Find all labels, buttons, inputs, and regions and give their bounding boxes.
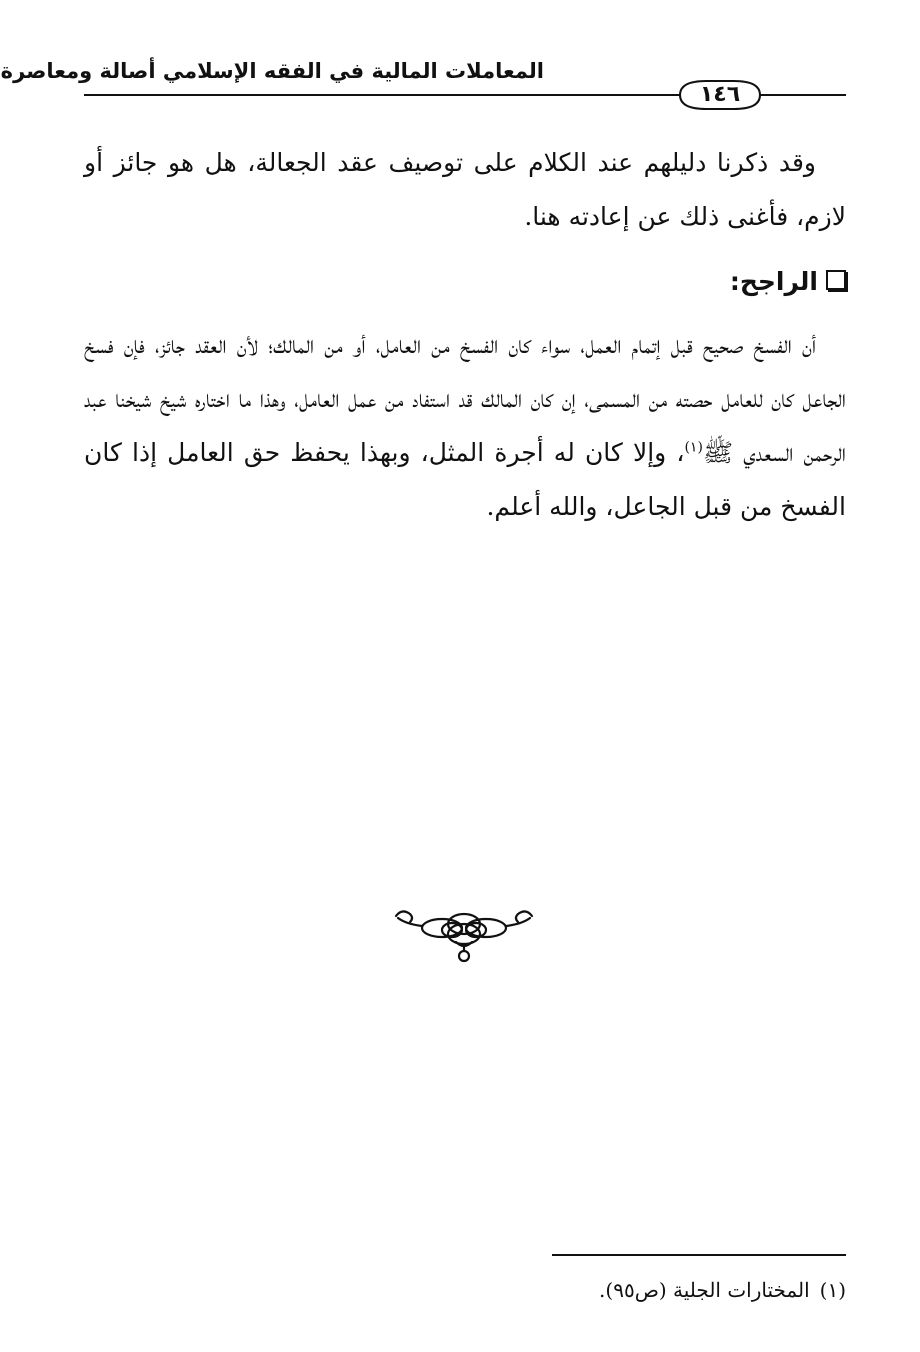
section-heading	[84, 262, 846, 302]
footnote-text: المختارات الجلية (ص٩٥).	[599, 1278, 810, 1302]
section-heading-label: الراجح:	[729, 267, 818, 296]
paragraph-1: وقد ذكرنا دليلهم عند الكلام على توصيف عقد الجعالة، هل هو جائز أو لازم، فأغنى ذلك عن إعادته هنا.	[84, 148, 846, 231]
running-title: المعاملات المالية في الفقه الإسلامي أصالة ومعاصرة	[0, 59, 544, 83]
footnote-reference: (١)	[684, 439, 703, 456]
paragraph-2	[84, 318, 846, 534]
footnote-1	[400, 1272, 846, 1308]
page-number: ١٤٦	[699, 82, 741, 107]
footnote-rule	[552, 1254, 846, 1256]
paragraph-2-text-b: ، وإلا كان له أجرة المثل، وبهذا يحفظ حق العامل إذا كان الفسخ من قبل الجاعل، والله أعلم.	[84, 438, 846, 521]
checkbox-square-icon	[826, 270, 846, 290]
knot-ornament-icon	[392, 904, 536, 966]
footnote-marker: (١)	[819, 1278, 846, 1302]
paragraph-2-text-a: أن الفسخ صحيح قبل إتمام العمل، سواء كان الفسخ من العامل، أو من المالك؛ لأن العقد جائز، فإن فسخ الجاعل كان للعامل حصته من المسمى، إن كان المالك قد استفاد من عمل العامل، وهذا ما اختاره شيخ شيخنا عبد الرحمن السعدي ﷺ	[84, 330, 846, 467]
